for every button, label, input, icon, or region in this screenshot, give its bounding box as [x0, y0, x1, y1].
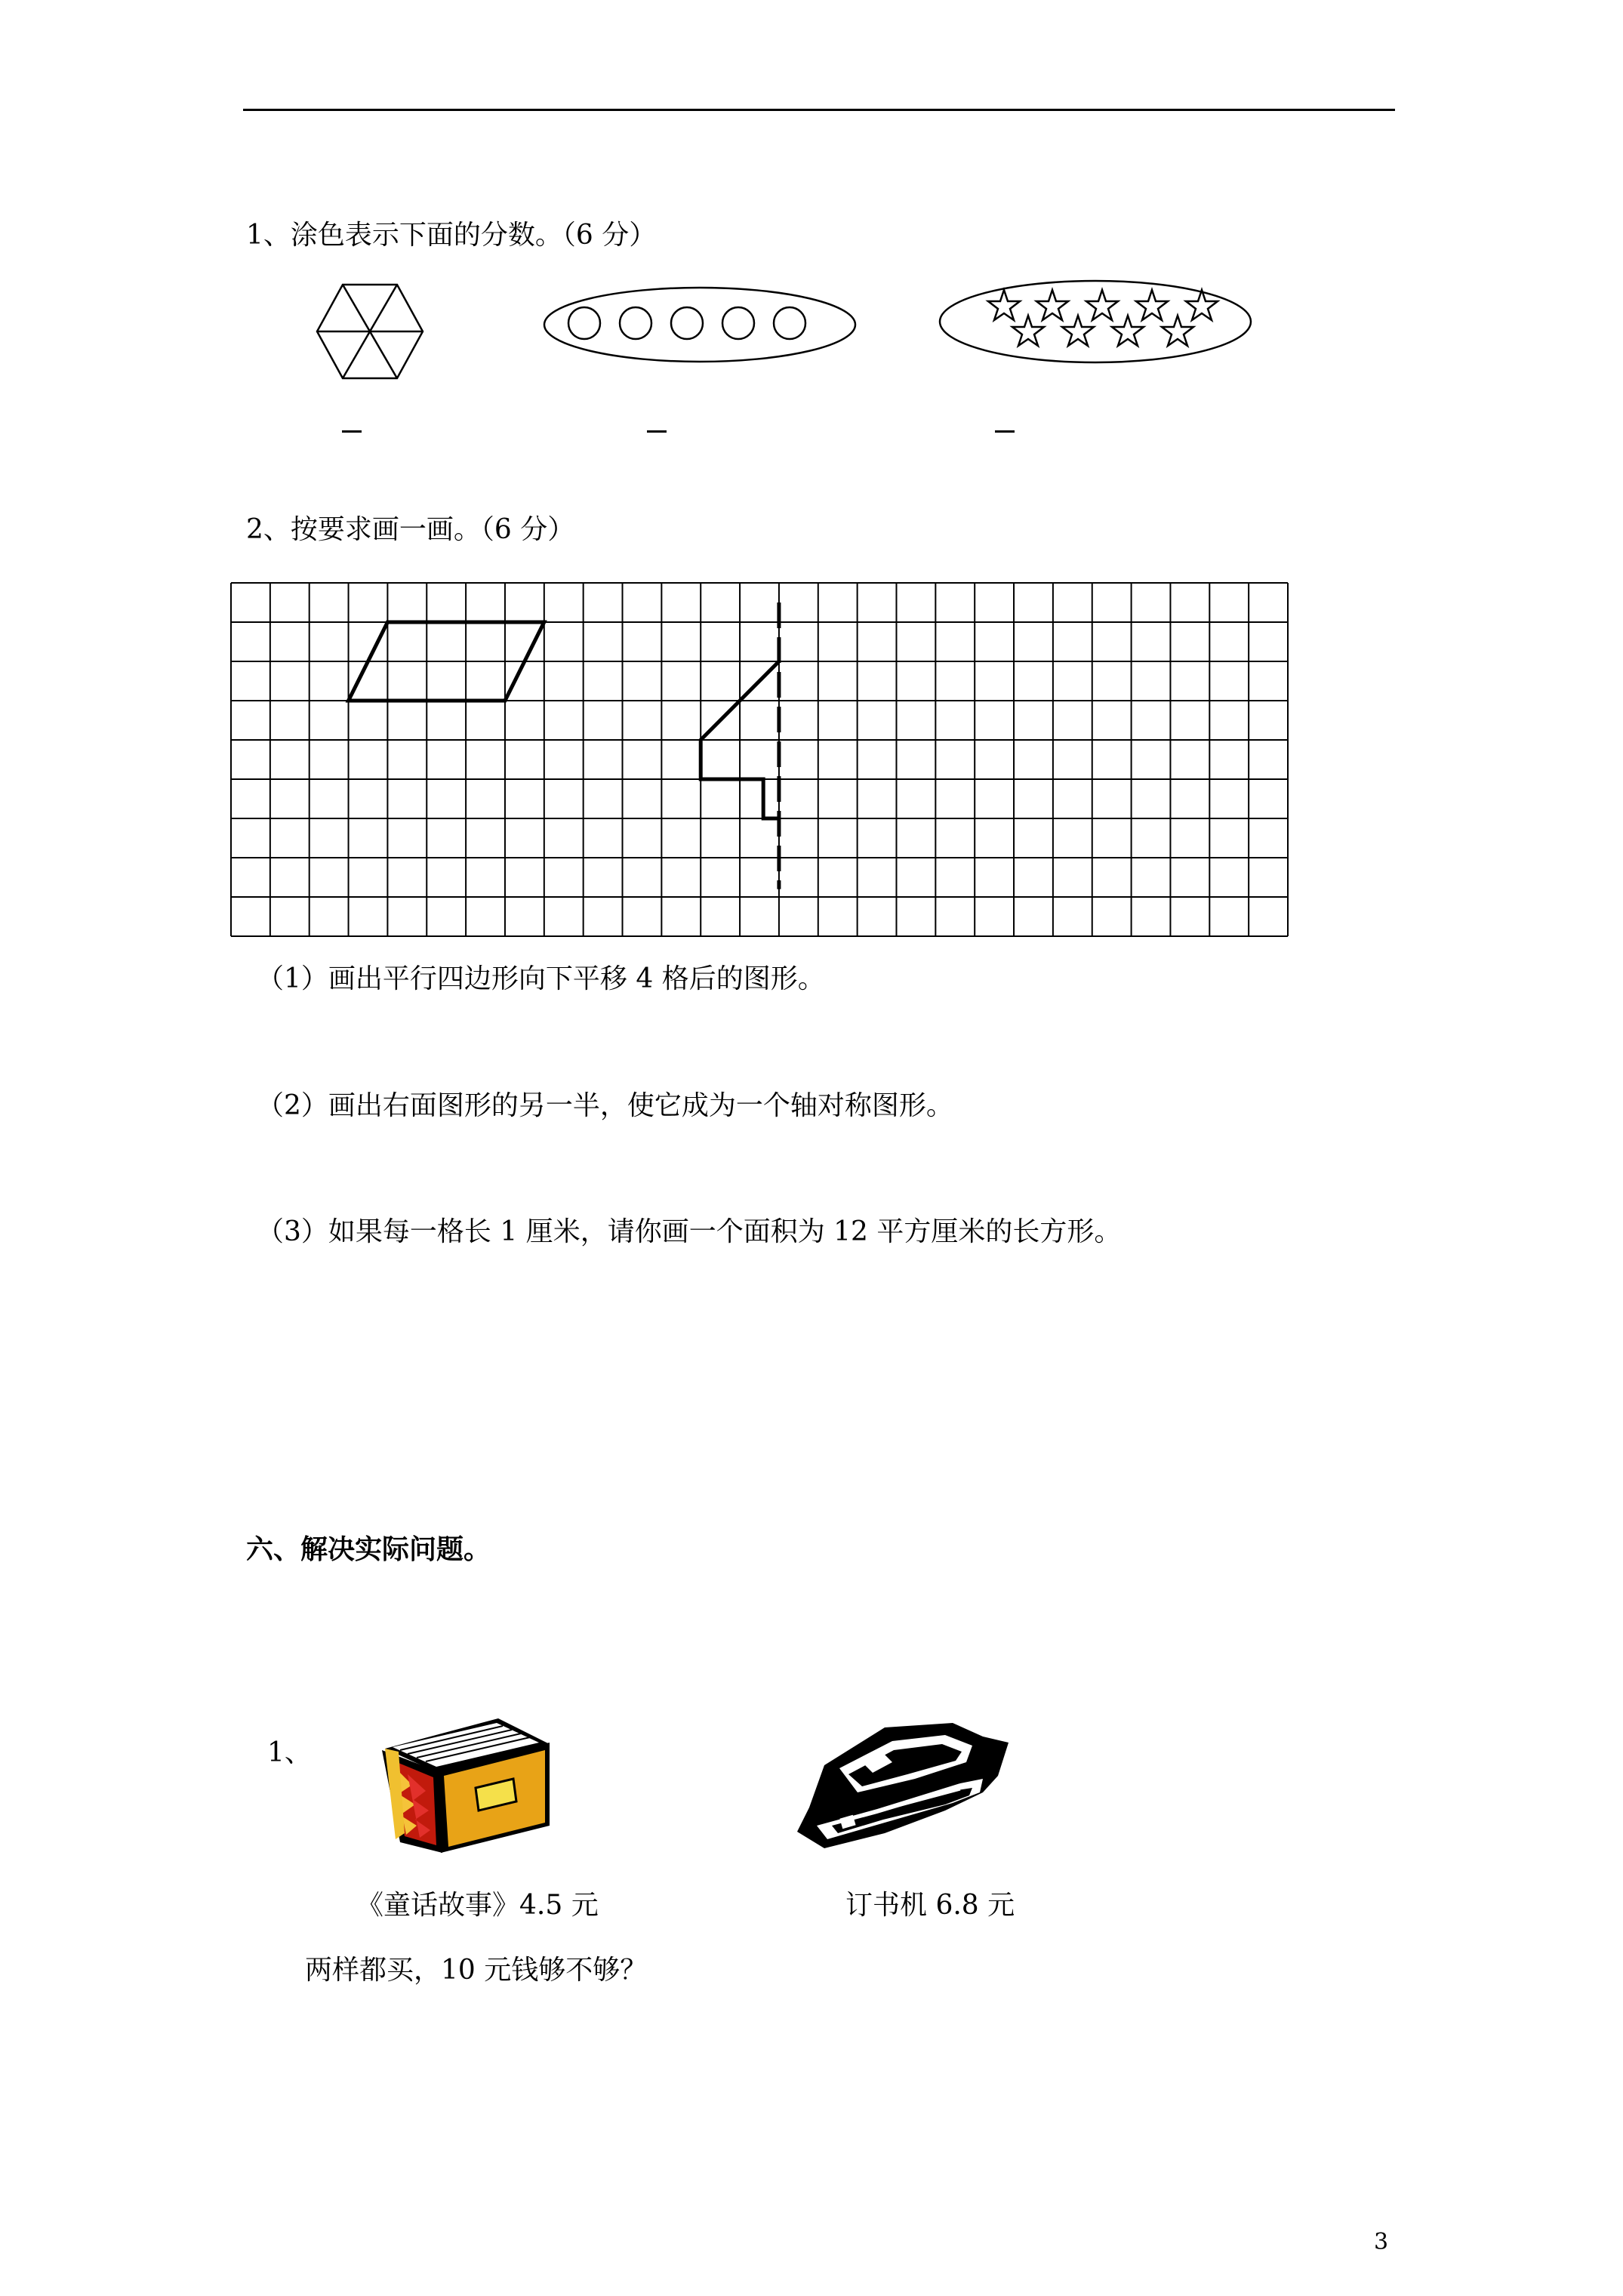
fraction-blank-3: [995, 430, 1015, 433]
fraction-blank-1: [342, 430, 362, 433]
header-rule: [243, 109, 1395, 111]
stars-figure: [938, 278, 1253, 364]
q2-item-2: （2）画出右面图形的另一半，使它成为一个轴对称图形。: [257, 1090, 953, 1121]
problem1-question: 两样都买，10 元钱够不够？: [305, 1955, 648, 1986]
problem1-number: 1、: [267, 1737, 312, 1768]
fraction-blank-2: [647, 430, 667, 433]
book-label: 《童话故事》4.5 元: [356, 1890, 599, 1921]
hexagon-figure: [316, 283, 424, 380]
stapler-icon: [794, 1720, 1013, 1857]
q1-title: 1、涂色表示下面的分数。（6 分）: [246, 220, 657, 251]
circles-figure: [542, 285, 858, 364]
q2-item-3: （3）如果每一格长 1 厘米，请你画一个面积为 12 平方厘米的长方形。: [257, 1216, 1122, 1247]
section6-title: 六、解决实际问题。: [246, 1533, 491, 1565]
q2-title: 2、按要求画一画。（6 分）: [246, 514, 575, 545]
book-icon: [377, 1712, 551, 1854]
q2-item-1: （1）画出平行四边形向下平移 4 格后的图形。: [257, 963, 825, 994]
page-number: 3: [1374, 2229, 1389, 2255]
stapler-label: 订书机 6.8 元: [845, 1890, 1015, 1921]
drawing-grid: [231, 583, 1288, 936]
